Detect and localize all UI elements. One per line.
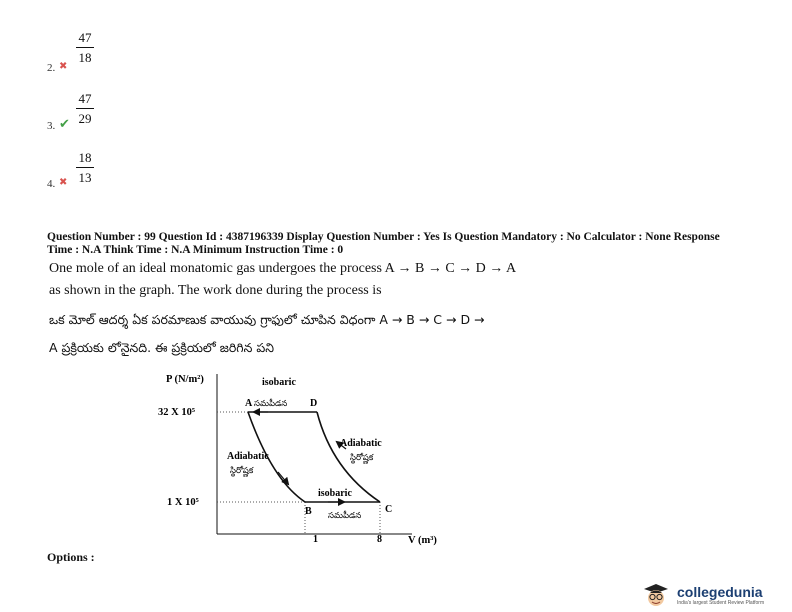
option-2[interactable] [76, 30, 94, 65]
option-3-number: 3. [47, 120, 56, 132]
question-text-telugu-2: A ప్రక్రియకు లోనైనది. ఈ ప్రక్రియలో జరిగిన పని [49, 340, 274, 355]
cross-icon: ✖ [59, 177, 68, 188]
x-tick-8: 8 [377, 534, 382, 545]
collegedunia-logo [638, 582, 764, 608]
question-text-english-1: One mole of an ideal monatomic gas undergoes the process A → B → C → D → A [49, 261, 517, 276]
y-tick-high: 32 X 10⁵ [158, 407, 195, 418]
point-d: D [310, 398, 318, 409]
option-3-numerator: 47 [78, 91, 92, 106]
question-meta-line1: Question Number : 99 Question Id : 4387196339 Display Question Number : Yes Is Question Mandatory : No Calculator : None Response [47, 231, 720, 243]
cross-icon: ✖ [59, 61, 68, 72]
options-label: Options : [47, 550, 95, 564]
point-c: C [385, 504, 393, 515]
label-samapeedana-top: సమపీడన [254, 399, 288, 409]
logo-mascot-icon [638, 582, 674, 608]
label-isobaric-top: isobaric [262, 377, 296, 388]
option-4[interactable] [76, 150, 94, 185]
x-axis-label: V (m³) [408, 535, 437, 546]
label-adiabatic-left: Adiabatic [227, 451, 269, 462]
question-meta-line2: Time : N.A Think Time : N.A Minimum Instruction Time : 0 [47, 244, 344, 256]
option-3-denominator: 29 [78, 111, 92, 126]
logo-tagline: India's largest Student Review Platform [677, 599, 765, 606]
fraction-bar [76, 47, 94, 48]
pv-graph [150, 362, 470, 552]
option-2-numerator: 47 [78, 30, 92, 45]
option-4-denominator: 13 [78, 170, 92, 185]
y-tick-low: 1 X 10⁵ [167, 497, 199, 508]
question-text-english-2: as shown in the graph. The work done during the process is [49, 283, 382, 298]
point-b: B [305, 506, 312, 517]
label-sthiroshna-right: స్థిరోష్ణక [350, 453, 374, 463]
point-a: A [245, 398, 253, 409]
option-2-denominator: 18 [78, 50, 92, 65]
label-samapeedana-bottom: సమపీడన [328, 511, 362, 521]
logo-name: collegedunia [677, 583, 763, 600]
label-isobaric-bottom: isobaric [318, 488, 352, 499]
option-2-fraction [76, 30, 94, 65]
option-3[interactable] [76, 91, 94, 126]
y-axis-label: P (N/m²) [166, 374, 204, 385]
option-4-fraction [76, 150, 94, 185]
question-text-telugu-1: ఒక మోల్ ఆదర్శ ఏక పరమాణుక వాయువు గ్రాఫులో చూపిన విధంగా A → B → C → D → [49, 312, 485, 327]
label-adiabatic-right: Adiabatic [340, 438, 382, 449]
fraction-bar [76, 167, 94, 168]
option-2-number: 2. [47, 62, 56, 74]
fraction-bar [76, 108, 94, 109]
x-tick-1: 1 [313, 534, 318, 545]
label-sthiroshna-left: స్థిరోష్ణక [230, 466, 254, 476]
checkmark-icon: ✔ [59, 117, 70, 132]
option-3-fraction [76, 91, 94, 126]
question-meta [47, 231, 787, 257]
option-4-numerator: 18 [78, 150, 92, 165]
option-4-number: 4. [47, 178, 56, 190]
